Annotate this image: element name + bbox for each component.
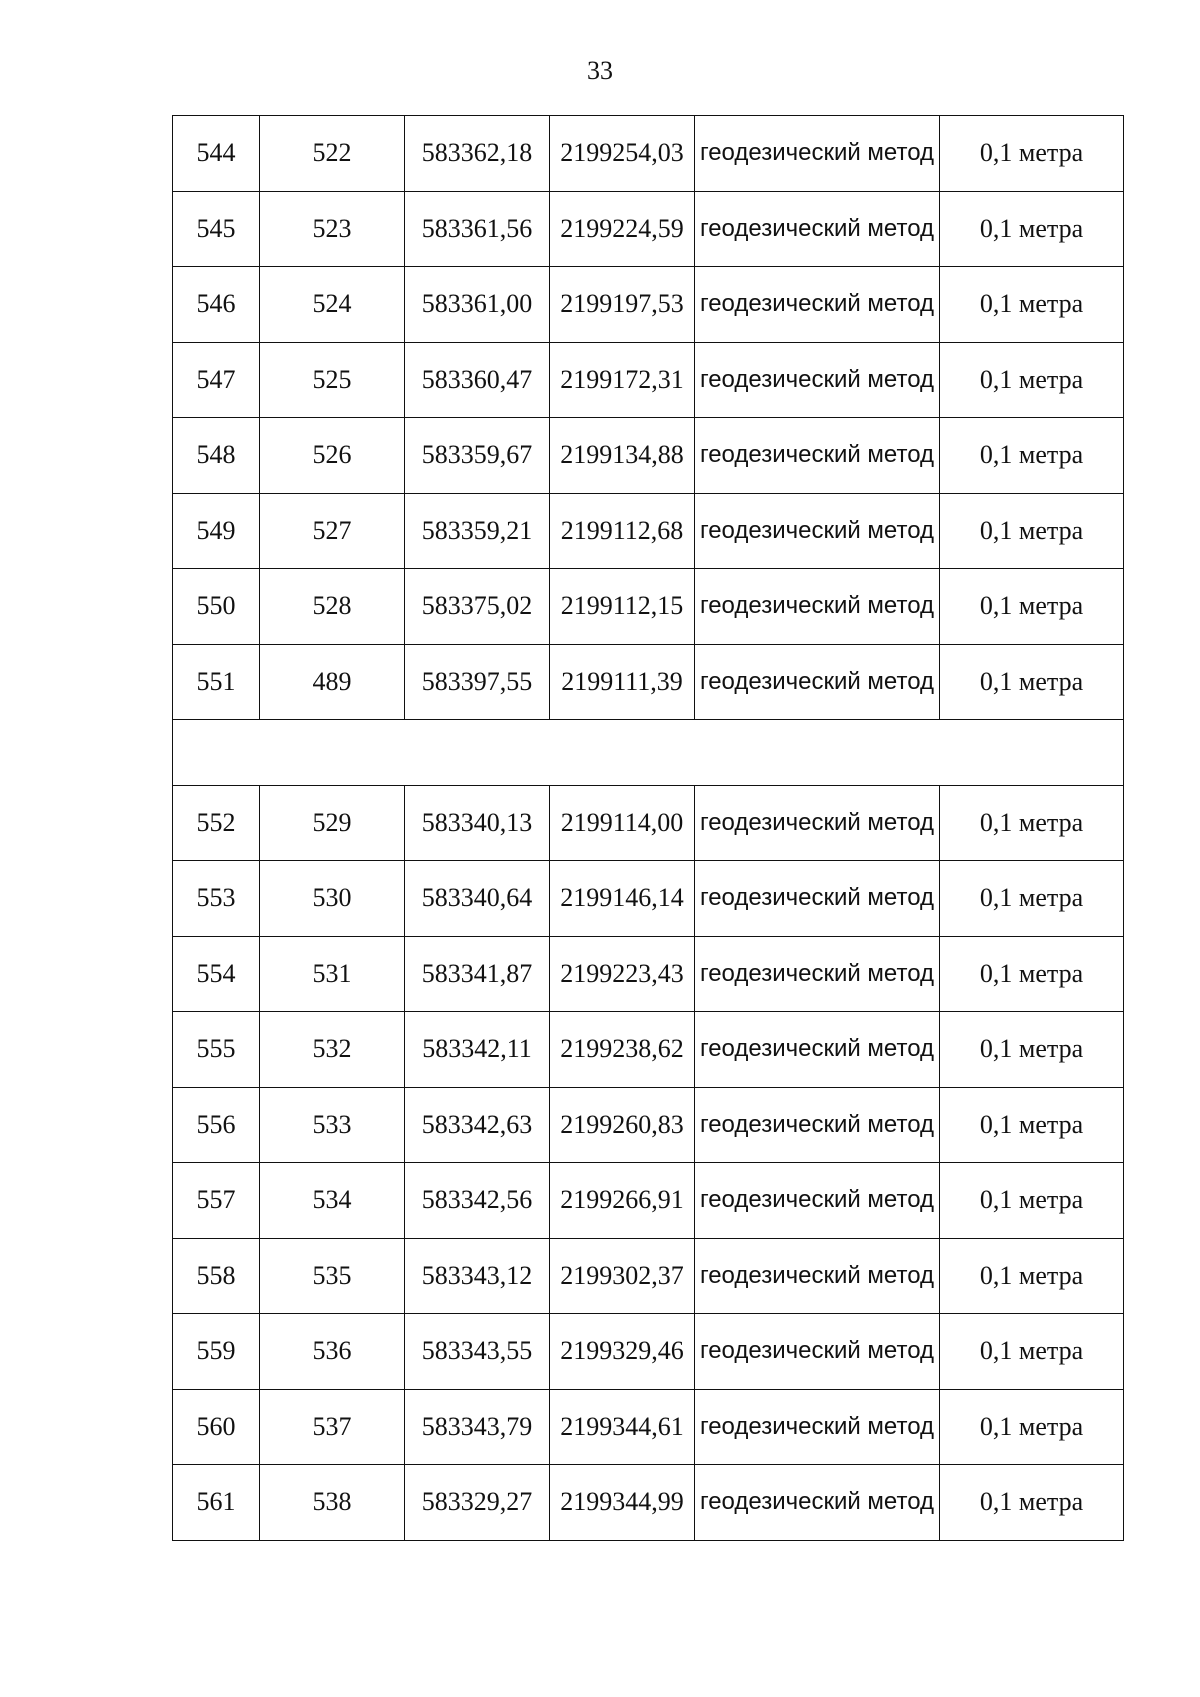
- y-coordinate-cell: 2199344,99: [550, 1465, 695, 1541]
- accuracy-cell: 0,1 метра: [940, 191, 1124, 267]
- y-coordinate-cell: 2199224,59: [550, 191, 695, 267]
- point-number-cell: 527: [260, 493, 405, 569]
- method-cell: геодезический метод: [695, 1087, 940, 1163]
- row-number-cell: 547: [173, 342, 260, 418]
- point-number-cell: 531: [260, 936, 405, 1012]
- row-number-cell: 551: [173, 644, 260, 720]
- accuracy-cell: 0,1 метра: [940, 785, 1124, 861]
- method-cell: геодезический метод: [695, 418, 940, 494]
- accuracy-cell: 0,1 метра: [940, 1012, 1124, 1088]
- accuracy-cell: 0,1 метра: [940, 267, 1124, 343]
- method-cell: геодезический метод: [695, 1389, 940, 1465]
- method-cell: геодезический метод: [695, 936, 940, 1012]
- point-number-cell: 537: [260, 1389, 405, 1465]
- point-number-cell: 538: [260, 1465, 405, 1541]
- x-coordinate-cell: 583329,27: [405, 1465, 550, 1541]
- point-number-cell: 528: [260, 569, 405, 645]
- table-row: [173, 1465, 1124, 1541]
- method-cell: геодезический метод: [695, 644, 940, 720]
- row-number-cell: 561: [173, 1465, 260, 1541]
- accuracy-cell: 0,1 метра: [940, 936, 1124, 1012]
- row-number-cell: 545: [173, 191, 260, 267]
- x-coordinate-cell: 583340,64: [405, 861, 550, 937]
- y-coordinate-cell: 2199223,43: [550, 936, 695, 1012]
- table-row: [173, 644, 1124, 720]
- table-row: [173, 569, 1124, 645]
- y-coordinate-cell: 2199146,14: [550, 861, 695, 937]
- y-coordinate-cell: 2199111,39: [550, 644, 695, 720]
- table-row: [173, 1238, 1124, 1314]
- accuracy-cell: 0,1 метра: [940, 644, 1124, 720]
- row-number-cell: 546: [173, 267, 260, 343]
- accuracy-cell: 0,1 метра: [940, 569, 1124, 645]
- y-coordinate-cell: 2199238,62: [550, 1012, 695, 1088]
- point-number-cell: 529: [260, 785, 405, 861]
- table-row: [173, 191, 1124, 267]
- y-coordinate-cell: 2199112,68: [550, 493, 695, 569]
- method-cell: геодезический метод: [695, 1314, 940, 1390]
- row-number-cell: 552: [173, 785, 260, 861]
- x-coordinate-cell: 583359,21: [405, 493, 550, 569]
- accuracy-cell: 0,1 метра: [940, 1163, 1124, 1239]
- table-row: [173, 116, 1124, 192]
- x-coordinate-cell: 583361,00: [405, 267, 550, 343]
- accuracy-cell: 0,1 метра: [940, 1238, 1124, 1314]
- row-number-cell: 559: [173, 1314, 260, 1390]
- method-cell: геодезический метод: [695, 116, 940, 192]
- row-number-cell: 554: [173, 936, 260, 1012]
- y-coordinate-cell: 2199260,83: [550, 1087, 695, 1163]
- point-number-cell: 526: [260, 418, 405, 494]
- row-number-cell: 553: [173, 861, 260, 937]
- method-cell: геодезический метод: [695, 493, 940, 569]
- point-number-cell: 536: [260, 1314, 405, 1390]
- row-number-cell: 557: [173, 1163, 260, 1239]
- method-cell: геодезический метод: [695, 785, 940, 861]
- section-separator-row: [173, 720, 1124, 786]
- table-row: [173, 1314, 1124, 1390]
- point-number-cell: 530: [260, 861, 405, 937]
- method-cell: геодезический метод: [695, 1465, 940, 1541]
- x-coordinate-cell: 583397,55: [405, 644, 550, 720]
- row-number-cell: 544: [173, 116, 260, 192]
- y-coordinate-cell: 2199134,88: [550, 418, 695, 494]
- method-cell: геодезический метод: [695, 191, 940, 267]
- row-number-cell: 558: [173, 1238, 260, 1314]
- table-row: [173, 267, 1124, 343]
- x-coordinate-cell: 583361,56: [405, 191, 550, 267]
- coordinates-table-body: [173, 116, 1124, 1541]
- x-coordinate-cell: 583375,02: [405, 569, 550, 645]
- x-coordinate-cell: 583343,79: [405, 1389, 550, 1465]
- x-coordinate-cell: 583342,11: [405, 1012, 550, 1088]
- y-coordinate-cell: 2199197,53: [550, 267, 695, 343]
- method-cell: геодезический метод: [695, 1012, 940, 1088]
- x-coordinate-cell: 583342,56: [405, 1163, 550, 1239]
- x-coordinate-cell: 583340,13: [405, 785, 550, 861]
- table-row: [173, 1012, 1124, 1088]
- accuracy-cell: 0,1 метра: [940, 861, 1124, 937]
- row-number-cell: 555: [173, 1012, 260, 1088]
- accuracy-cell: 0,1 метра: [940, 493, 1124, 569]
- accuracy-cell: 0,1 метра: [940, 116, 1124, 192]
- y-coordinate-cell: 2199344,61: [550, 1389, 695, 1465]
- method-cell: геодезический метод: [695, 861, 940, 937]
- x-coordinate-cell: 583362,18: [405, 116, 550, 192]
- table-row: [173, 861, 1124, 937]
- table-row: [173, 1163, 1124, 1239]
- table-row: [173, 936, 1124, 1012]
- accuracy-cell: 0,1 метра: [940, 342, 1124, 418]
- point-number-cell: 535: [260, 1238, 405, 1314]
- table-row: [173, 493, 1124, 569]
- row-number-cell: 549: [173, 493, 260, 569]
- row-number-cell: 550: [173, 569, 260, 645]
- point-number-cell: 522: [260, 116, 405, 192]
- y-coordinate-cell: 2199112,15: [550, 569, 695, 645]
- row-number-cell: 560: [173, 1389, 260, 1465]
- page-number: 33: [587, 56, 613, 85]
- accuracy-cell: 0,1 метра: [940, 418, 1124, 494]
- row-number-cell: 548: [173, 418, 260, 494]
- point-number-cell: 534: [260, 1163, 405, 1239]
- y-coordinate-cell: 2199172,31: [550, 342, 695, 418]
- accuracy-cell: 0,1 метра: [940, 1465, 1124, 1541]
- x-coordinate-cell: 583359,67: [405, 418, 550, 494]
- point-number-cell: 533: [260, 1087, 405, 1163]
- row-number-cell: 556: [173, 1087, 260, 1163]
- section-separator-cell: [173, 720, 1124, 786]
- x-coordinate-cell: 583343,55: [405, 1314, 550, 1390]
- x-coordinate-cell: 583360,47: [405, 342, 550, 418]
- x-coordinate-cell: 583343,12: [405, 1238, 550, 1314]
- method-cell: геодезический метод: [695, 1163, 940, 1239]
- x-coordinate-cell: 583341,87: [405, 936, 550, 1012]
- coordinates-table: [172, 115, 1124, 1541]
- point-number-cell: 489: [260, 644, 405, 720]
- method-cell: геодезический метод: [695, 1238, 940, 1314]
- y-coordinate-cell: 2199266,91: [550, 1163, 695, 1239]
- x-coordinate-cell: 583342,63: [405, 1087, 550, 1163]
- table-row: [173, 785, 1124, 861]
- accuracy-cell: 0,1 метра: [940, 1389, 1124, 1465]
- method-cell: геодезический метод: [695, 267, 940, 343]
- point-number-cell: 525: [260, 342, 405, 418]
- accuracy-cell: 0,1 метра: [940, 1087, 1124, 1163]
- table-row: [173, 1087, 1124, 1163]
- accuracy-cell: 0,1 метра: [940, 1314, 1124, 1390]
- y-coordinate-cell: 2199302,37: [550, 1238, 695, 1314]
- method-cell: геодезический метод: [695, 569, 940, 645]
- y-coordinate-cell: 2199114,00: [550, 785, 695, 861]
- method-cell: геодезический метод: [695, 342, 940, 418]
- y-coordinate-cell: 2199329,46: [550, 1314, 695, 1390]
- table-row: [173, 342, 1124, 418]
- y-coordinate-cell: 2199254,03: [550, 116, 695, 192]
- point-number-cell: 523: [260, 191, 405, 267]
- point-number-cell: 532: [260, 1012, 405, 1088]
- point-number-cell: 524: [260, 267, 405, 343]
- table-row: [173, 1389, 1124, 1465]
- table-row: [173, 418, 1124, 494]
